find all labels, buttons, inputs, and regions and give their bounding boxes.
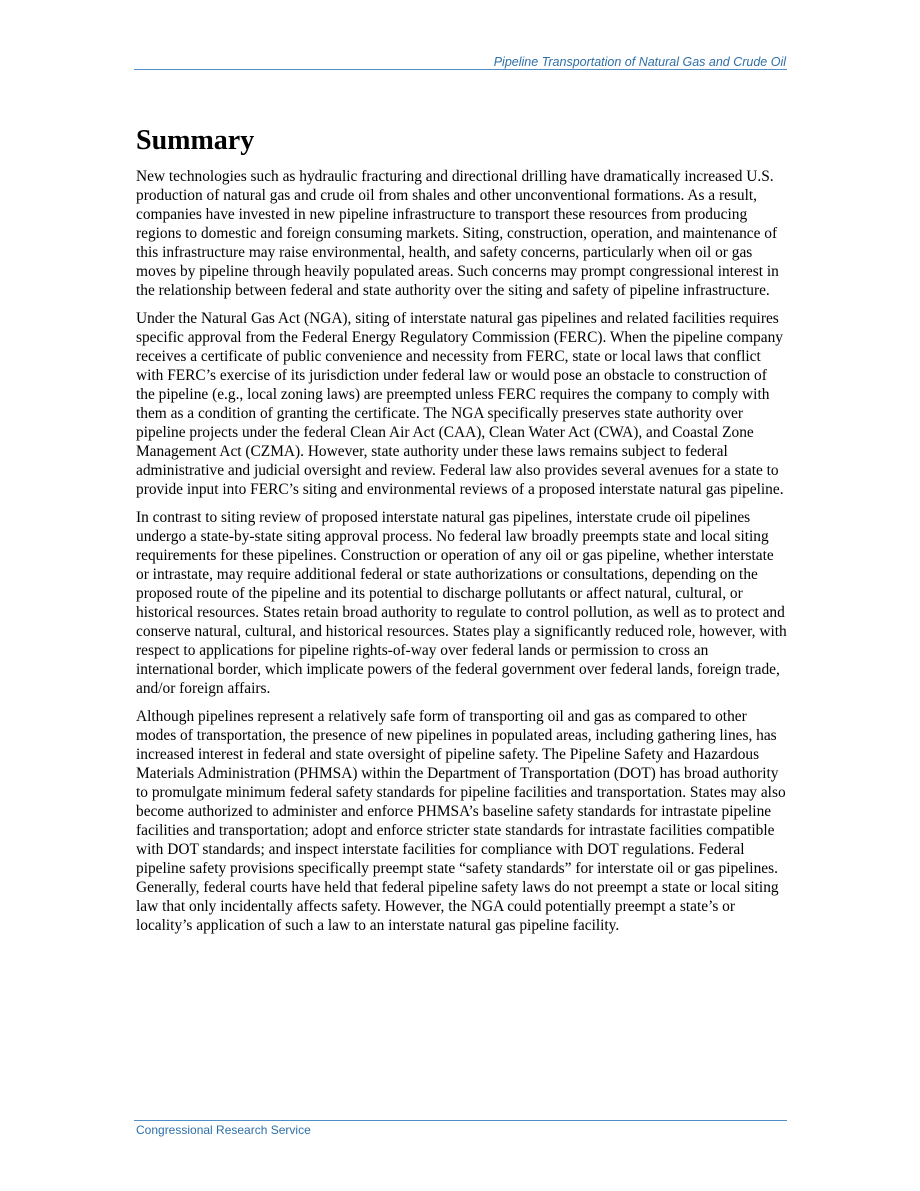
running-header-title: Pipeline Transportation of Natural Gas and Crude Oil xyxy=(493,55,786,69)
footer-organization: Congressional Research Service xyxy=(136,1123,311,1137)
summary-paragraph-3: In contrast to siting review of proposed interstate natural gas pipelines, interstate crude oil pipelines undergo a state-by-state siting approval process. No federal law broadly preempts state and local siting requirements for these pipelines. Construction or operation of any oil or gas pipeline, whether interstate or intrastate, may require additional federal or state authorizations or consultations, depending on the proposed route of the pipeline and its potential to discharge pollutants or affect natural, cultural, or historical resources. States retain broad authority to regulate to control pollution, as well as to protect and conserve natural, cultural, and historical resources. States play a significantly reduced role, however, with respect to applications for pipeline rights-of-way over federal lands or permission to cross an international border, which implicate powers of the federal government over federal lands, foreign trade, and/or foreign affairs. xyxy=(136,509,787,697)
summary-paragraph-2: Under the Natural Gas Act (NGA), siting of interstate natural gas pipelines and related facilities requires specific approval from the Federal Energy Regulatory Commission (FERC). When the pipeline company receives a certificate of public convenience and necessity from FERC, state or local laws that conflict with FERC’s exercise of its jurisdiction under federal law or would pose an obstacle to construction of the pipeline (e.g., local zoning laws) are preempted unless FERC requires the company to comply with them as a condition of granting the certificate. The NGA specifically preserves state authority over pipeline projects under the federal Clean Air Act (CAA), Clean Water Act (CWA), and Coastal Zone Management Act (CZMA). However, state authority under these laws remains subject to federal administrative and judicial oversight and review. Federal law also provides several avenues for a state to provide input into FERC’s siting and environmental reviews of a proposed interstate natural gas pipeline. xyxy=(136,310,784,498)
footer-divider xyxy=(134,1120,787,1121)
summary-paragraph-1: New technologies such as hydraulic fracturing and directional drilling have dramatically increased U.S. production of natural gas and crude oil from shales and other unconventional formations. As a result, companies have invested in new pipeline infrastructure to transport these resources from producing regions to domestic and foreign consuming markets. Siting, construction, operation, and maintenance of this infrastructure may raise environmental, health, and safety concerns, particularly when oil or gas moves by pipeline through heavily populated areas. Such concerns may prompt congressional interest in the relationship between federal and state authority over the siting and safety of pipeline infrastructure. xyxy=(136,168,779,299)
header-divider xyxy=(134,69,787,70)
section-heading: Summary xyxy=(136,125,255,156)
page-body xyxy=(136,124,788,944)
summary-paragraph-4: Although pipelines represent a relatively safe form of transporting oil and gas as compared to other modes of transportation, the presence of new pipelines in populated areas, including gathering lines, has increased interest in federal and state oversight of pipeline safety. The Pipeline Safety and Hazardous Materials Administration (PHMSA) within the Department of Transportation (DOT) has broad authority to promulgate minimum federal safety standards for pipeline facilities and transportation. States may also become authorized to administer and enforce PHMSA’s baseline safety standards for intrastate pipeline facilities and transportation; adopt and enforce stricter state standards for intrastate facilities compatible with DOT standards; and inspect interstate facilities for compliance with DOT regulations. Federal pipeline safety provisions specifically preempt state “safety standards” for interstate oil or gas pipelines. Generally, federal courts have held that federal pipeline safety laws do not preempt a state or local siting law that only incidentally affects safety. However, the NGA could potentially preempt a state’s or locality’s application of such a law to an interstate natural gas pipeline facility. xyxy=(136,708,786,934)
